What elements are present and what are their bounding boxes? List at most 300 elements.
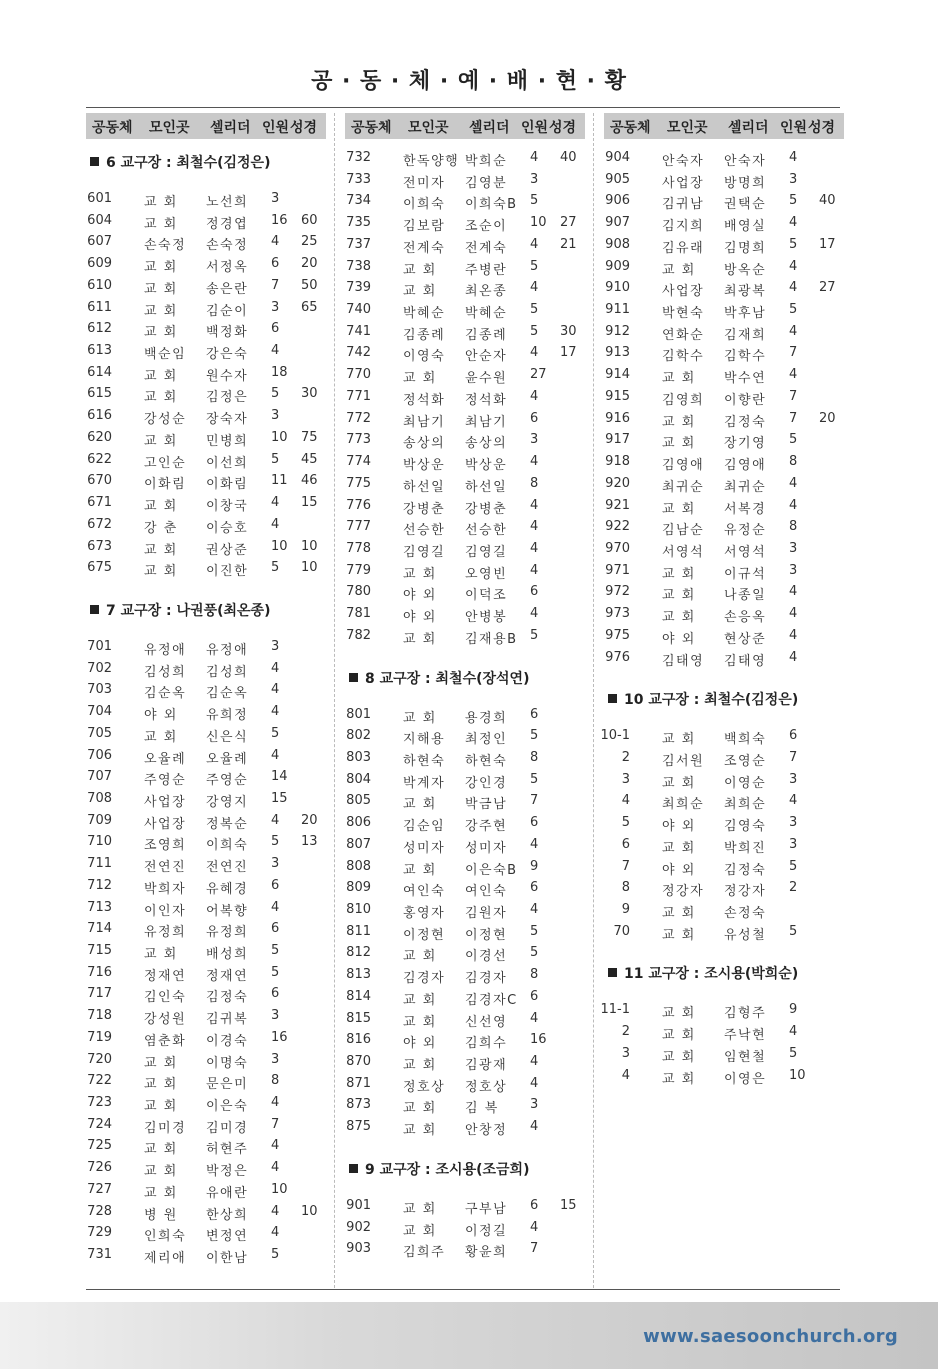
member-count: 4 — [271, 1138, 280, 1154]
cell-leader: 하선일 — [465, 479, 508, 495]
meeting-place: 이인자 — [144, 903, 187, 919]
meeting-place: 교 회 — [662, 906, 696, 921]
member-count: 5 — [530, 627, 539, 643]
table-row — [86, 1201, 326, 1223]
meeting-place: 교 회 — [662, 414, 696, 430]
community-number: 604 — [87, 212, 112, 228]
website-link[interactable]: www.saesoonchurch.org — [643, 1326, 898, 1347]
community-number: 803 — [346, 749, 371, 765]
table-row — [345, 516, 585, 538]
community-number: 807 — [346, 836, 371, 852]
meeting-place: 박혜순 — [403, 306, 446, 322]
cell-leader: 박희진 — [724, 840, 767, 856]
table-row — [604, 812, 844, 834]
meeting-place: 교 회 — [662, 1006, 696, 1022]
cell-leader: 이정현 — [465, 927, 508, 943]
district-heading-label: 10 교구장 : 최철수(김정은) — [624, 692, 799, 709]
community-number: 809 — [346, 880, 371, 896]
meeting-place: 야 외 — [144, 708, 178, 724]
member-count: 4 — [789, 150, 798, 165]
bible-count: 75 — [301, 429, 318, 445]
meeting-place: 교 회 — [144, 499, 178, 515]
community-number: 609 — [87, 256, 112, 272]
community-number: 713 — [87, 899, 112, 915]
cell-leader: 장숙자 — [206, 412, 249, 428]
table-row — [86, 679, 326, 701]
member-count: 7 — [789, 345, 798, 361]
roster-column-3 — [600, 113, 844, 1087]
table-row — [86, 362, 326, 384]
meeting-place: 교 회 — [403, 1201, 437, 1217]
meeting-place: 야 외 — [403, 1036, 437, 1052]
community-number: 808 — [346, 858, 371, 874]
meeting-place: 고인순 — [144, 455, 187, 471]
community-number: 675 — [87, 560, 112, 576]
table-row — [345, 386, 585, 408]
meeting-place: 교 회 — [403, 262, 437, 278]
community-number: 714 — [87, 921, 112, 937]
meeting-place: 김영희 — [662, 392, 705, 408]
member-count: 5 — [530, 771, 539, 787]
member-count: 5 — [789, 432, 798, 448]
cell-leader: 송상의 — [465, 436, 508, 452]
table-row — [86, 557, 326, 579]
community-number: 918 — [605, 454, 630, 470]
district-heading-label: 7 교구장 : 나권풍(최온종) — [106, 602, 271, 619]
table-row — [345, 725, 585, 747]
meeting-place: 교 회 — [144, 216, 178, 232]
meeting-place: 김유래 — [662, 240, 705, 256]
member-count: 4 — [271, 1160, 280, 1176]
meeting-place: 사업장 — [662, 175, 705, 191]
table-row — [604, 386, 844, 408]
member-count: 4 — [789, 793, 798, 809]
member-count: 5 — [271, 1247, 280, 1263]
cell-leader: 백정화 — [206, 325, 249, 341]
community-number: 922 — [605, 519, 630, 535]
header-members: 인원 — [262, 120, 290, 136]
column-divider — [593, 113, 594, 1288]
community-number: 673 — [87, 538, 112, 554]
community-number: 705 — [87, 725, 112, 741]
cell-leader: 박희순 — [465, 154, 508, 169]
meeting-place: 교 회 — [662, 840, 696, 856]
table-row — [86, 962, 326, 984]
cell-leader: 장기영 — [724, 436, 767, 452]
community-number: 973 — [605, 606, 630, 622]
member-count: 4 — [271, 747, 280, 763]
member-count: 4 — [271, 812, 280, 828]
member-count: 8 — [789, 454, 798, 470]
member-count: 4 — [789, 627, 798, 643]
cell-leader: 하현숙 — [465, 753, 508, 769]
bible-count: 40 — [560, 150, 577, 165]
header-location: 모인곳 — [667, 120, 708, 136]
member-count: 3 — [271, 408, 280, 424]
community-number: 741 — [346, 323, 371, 339]
meeting-place: 야 외 — [662, 819, 696, 835]
member-count: 4 — [789, 258, 798, 274]
table-row — [86, 514, 326, 536]
community-number: 701 — [87, 638, 112, 654]
table-row — [86, 831, 326, 853]
cell-leader: 김종례 — [465, 327, 508, 343]
community-number: 726 — [87, 1160, 112, 1176]
bible-count: 10 — [301, 560, 318, 576]
cell-leader: 이승호 — [206, 520, 249, 536]
table-row — [345, 321, 585, 343]
cell-leader: 배성희 — [206, 947, 249, 962]
meeting-place: 유정희 — [144, 925, 187, 941]
community-number: 915 — [605, 388, 630, 404]
meeting-place: 한독양행 — [403, 154, 460, 169]
meeting-place: 정호상 — [403, 1079, 446, 1095]
square-bullet-icon — [349, 1164, 358, 1173]
meeting-place: 야 외 — [662, 862, 696, 878]
cell-leader: 주영순 — [206, 773, 249, 789]
table-row — [86, 1005, 326, 1027]
member-count: 5 — [530, 302, 539, 318]
meeting-place: 김미경 — [144, 1120, 187, 1136]
community-number: 814 — [346, 988, 371, 1004]
member-count: 10 — [530, 215, 547, 231]
table-row — [345, 429, 585, 451]
cell-leader: 정호상 — [465, 1079, 508, 1095]
member-count: 4 — [789, 584, 798, 600]
member-count: 3 — [789, 771, 798, 787]
header-members: 인원 — [521, 120, 549, 136]
community-number: 601 — [87, 191, 112, 206]
table-row — [86, 940, 326, 962]
community-number: 704 — [87, 704, 112, 720]
table-row — [345, 964, 585, 986]
meeting-place: 교 회 — [403, 1223, 437, 1239]
meeting-place: 김성희 — [144, 664, 187, 680]
table-row — [604, 921, 844, 943]
table-row — [345, 495, 585, 517]
cell-leader: 김정숙 — [724, 414, 767, 430]
table-row — [600, 725, 844, 748]
meeting-place: 김희주 — [403, 1245, 446, 1261]
table-row — [604, 495, 844, 517]
cell-leader: 최온종 — [465, 284, 508, 300]
community-number: 4 — [621, 1067, 630, 1083]
community-number: 735 — [346, 215, 371, 231]
community-number: 702 — [87, 660, 112, 676]
member-count: 4 — [271, 899, 280, 915]
bible-count: 50 — [301, 277, 318, 293]
meeting-place: 교 회 — [662, 501, 696, 517]
header-community: 공동체 — [351, 120, 392, 136]
meeting-place: 이영숙 — [403, 349, 446, 365]
table-row — [604, 1065, 844, 1087]
member-count: 4 — [271, 704, 280, 720]
header-location: 모인곳 — [149, 120, 190, 136]
member-count: 6 — [271, 321, 280, 337]
meeting-place: 교 회 — [403, 371, 437, 387]
community-number: 737 — [346, 236, 371, 252]
meeting-place: 교 회 — [144, 1164, 178, 1180]
member-count: 5 — [271, 451, 280, 467]
community-number: 718 — [87, 1008, 112, 1024]
member-count: 5 — [271, 725, 280, 741]
community-number: 816 — [346, 1032, 371, 1048]
cell-leader: 서정옥 — [206, 260, 249, 276]
member-count: 8 — [530, 475, 539, 491]
table-row — [345, 603, 585, 625]
meeting-place: 손숙정 — [144, 238, 187, 254]
cell-leader: 이경숙 — [206, 1033, 249, 1049]
cell-leader: 김영애 — [724, 458, 767, 474]
cell-leader: 손숙정 — [206, 238, 249, 254]
table-row — [604, 603, 844, 625]
community-number: 8 — [621, 880, 630, 896]
member-count: 6 — [530, 988, 539, 1004]
meeting-place: 최희순 — [662, 797, 705, 813]
community-number: 905 — [605, 171, 630, 187]
community-number: 813 — [346, 967, 371, 983]
community-number: 971 — [605, 562, 630, 578]
member-count: 15 — [271, 790, 288, 806]
meeting-place: 정강자 — [662, 884, 705, 900]
cell-leader: 선승한 — [465, 523, 508, 539]
table-row — [604, 408, 844, 430]
meeting-place: 야 외 — [403, 610, 437, 626]
cell-leader: 박후남 — [724, 306, 767, 322]
cell-leader: 안병봉 — [465, 610, 508, 626]
cell-leader: 정석화 — [465, 392, 508, 408]
member-count: 3 — [271, 299, 280, 315]
member-count: 10 — [271, 1181, 288, 1197]
bible-count: 40 — [819, 193, 836, 209]
meeting-place: 김지희 — [662, 219, 705, 235]
header-bible: 성경 — [290, 120, 318, 136]
member-count: 4 — [530, 236, 539, 252]
cell-leader: 이희숙B — [465, 197, 518, 213]
member-count: 4 — [271, 1095, 280, 1111]
cell-leader: 여인숙 — [465, 884, 508, 900]
cell-leader: 성미자 — [465, 840, 508, 856]
table-row — [345, 473, 585, 495]
member-count: 6 — [530, 584, 539, 600]
meeting-place: 교 회 — [403, 1058, 437, 1074]
cell-leader: 백희숙 — [724, 732, 767, 748]
member-count: 3 — [271, 1008, 280, 1024]
member-count: 4 — [271, 234, 280, 250]
member-count: 6 — [530, 880, 539, 896]
table-row — [345, 581, 585, 603]
community-number: 782 — [346, 627, 371, 643]
community-number: 712 — [87, 877, 112, 893]
community-number: 612 — [87, 321, 112, 337]
table-row — [604, 834, 844, 856]
community-number: 2 — [621, 749, 630, 765]
table-row — [600, 999, 844, 1022]
table-row — [86, 788, 326, 810]
meeting-place: 야 외 — [403, 588, 437, 604]
member-count: 3 — [789, 562, 798, 578]
member-count: 8 — [530, 749, 539, 765]
table-row — [345, 451, 585, 473]
table-row — [345, 342, 585, 364]
cell-leader: 김형주 — [724, 1006, 767, 1022]
member-count: 5 — [789, 193, 798, 209]
meeting-place: 교 회 — [662, 588, 696, 604]
member-count: 7 — [271, 277, 280, 293]
community-number: 776 — [346, 497, 371, 513]
cell-leader: 이영은 — [724, 1071, 767, 1087]
meeting-place: 정석화 — [403, 392, 446, 408]
table-row — [345, 747, 585, 769]
community-number: 806 — [346, 815, 371, 831]
cell-leader: 김순옥 — [206, 686, 249, 702]
bible-count: 60 — [301, 212, 318, 228]
table-row — [86, 1070, 326, 1092]
cell-leader: 김성희 — [206, 664, 249, 680]
member-count: 4 — [271, 516, 280, 532]
meeting-place: 교 회 — [662, 1071, 696, 1087]
member-count: 3 — [789, 540, 798, 556]
community-number: 725 — [87, 1138, 112, 1154]
bible-count: 17 — [819, 236, 836, 252]
cell-leader: 유혜경 — [206, 881, 249, 897]
meeting-place: 사업장 — [144, 816, 187, 832]
meeting-place: 교 회 — [144, 1077, 178, 1093]
table-row — [86, 918, 326, 940]
community-number: 908 — [605, 236, 630, 252]
member-count: 4 — [789, 323, 798, 339]
member-count: 4 — [530, 454, 539, 470]
cell-leader: 권상준 — [206, 542, 249, 558]
meeting-place: 교 회 — [144, 1099, 178, 1115]
member-count: 4 — [530, 150, 539, 165]
meeting-place: 하선일 — [403, 479, 446, 495]
table-row — [604, 473, 844, 495]
member-count: 4 — [530, 519, 539, 535]
member-count: 5 — [530, 323, 539, 339]
community-number: 916 — [605, 410, 630, 426]
community-number: 707 — [87, 769, 112, 785]
table-row — [86, 318, 326, 340]
table-row — [604, 169, 844, 191]
cell-leader: 강인경 — [465, 775, 508, 791]
meeting-place: 김경자 — [403, 971, 446, 987]
meeting-place: 교 회 — [662, 262, 696, 278]
community-number: 913 — [605, 345, 630, 361]
community-number: 729 — [87, 1225, 112, 1241]
table-row — [345, 190, 585, 212]
cell-leader: 이경선 — [465, 949, 508, 965]
community-number: 739 — [346, 280, 371, 296]
community-number: 904 — [605, 150, 630, 165]
meeting-place: 지해용 — [403, 732, 446, 748]
bible-count: 65 — [301, 299, 318, 315]
district-heading-label: 11 교구장 : 조시용(박희순) — [624, 966, 799, 983]
table-row — [345, 899, 585, 921]
cell-leader: 유정순 — [724, 523, 767, 539]
bible-count: 10 — [301, 1203, 318, 1219]
member-count: 4 — [789, 367, 798, 383]
cell-leader: 강은숙 — [206, 347, 249, 363]
member-count: 9 — [530, 858, 539, 874]
meeting-place: 교 회 — [144, 729, 178, 745]
community-number: 607 — [87, 234, 112, 250]
community-number: 805 — [346, 793, 371, 809]
cell-leader: 유희정 — [206, 708, 249, 724]
member-count: 4 — [789, 497, 798, 513]
cell-leader: 김귀복 — [206, 1012, 249, 1028]
cell-leader: 강주현 — [465, 819, 508, 835]
column-header — [345, 113, 585, 139]
meeting-place: 교 회 — [403, 284, 437, 300]
header-cell-leader: 셀리더 — [210, 120, 251, 136]
cell-leader: 안순자 — [465, 349, 508, 365]
meeting-place: 김영애 — [662, 458, 705, 474]
meeting-place: 김순옥 — [144, 686, 187, 702]
meeting-place: 오율례 — [144, 751, 187, 767]
table-row — [86, 449, 326, 471]
meeting-place: 교 회 — [144, 368, 178, 384]
member-count: 7 — [271, 1116, 280, 1132]
meeting-place: 교 회 — [403, 797, 437, 813]
cell-leader: 변정연 — [206, 1229, 249, 1245]
community-number: 10-1 — [600, 728, 630, 744]
community-number: 742 — [346, 345, 371, 361]
cell-leader: 박수연 — [724, 371, 767, 387]
table-row — [345, 212, 585, 234]
member-count: 3 — [271, 856, 280, 872]
cell-leader: 주병란 — [465, 262, 508, 278]
member-count: 7 — [789, 749, 798, 765]
meeting-place: 선승한 — [403, 523, 446, 539]
member-count: 4 — [271, 660, 280, 676]
cell-leader: 노선희 — [206, 195, 249, 210]
meeting-place: 연화순 — [662, 327, 705, 343]
cell-leader: 신은식 — [206, 729, 249, 745]
table-row — [345, 834, 585, 856]
cell-leader: 주낙현 — [724, 1028, 767, 1044]
table-row — [604, 190, 844, 212]
table-row — [604, 212, 844, 234]
cell-leader: 유애란 — [206, 1185, 249, 1201]
community-number: 611 — [87, 299, 112, 315]
cell-leader: 유정애 — [206, 642, 249, 658]
table-row — [345, 704, 585, 726]
member-count: 5 — [271, 386, 280, 402]
community-number: 703 — [87, 682, 112, 698]
community-number: 616 — [87, 408, 112, 424]
meeting-place: 교 회 — [403, 631, 437, 647]
table-row — [604, 299, 844, 321]
table-row — [86, 231, 326, 253]
table-row — [86, 1157, 326, 1179]
table-row — [86, 1222, 326, 1244]
community-number: 780 — [346, 584, 371, 600]
table-row — [604, 451, 844, 473]
cell-leader: 최정인 — [465, 732, 508, 748]
meeting-place: 박현숙 — [662, 306, 705, 322]
cell-leader: 이정길 — [465, 1223, 508, 1239]
community-number: 710 — [87, 834, 112, 850]
bible-count: 20 — [819, 410, 836, 426]
community-number: 671 — [87, 495, 112, 511]
meeting-place: 성미자 — [403, 840, 446, 856]
meeting-place: 교 회 — [403, 566, 437, 582]
table-row — [345, 769, 585, 791]
square-bullet-icon — [90, 605, 99, 614]
header-members: 인원 — [780, 120, 808, 136]
table-row — [345, 147, 585, 169]
